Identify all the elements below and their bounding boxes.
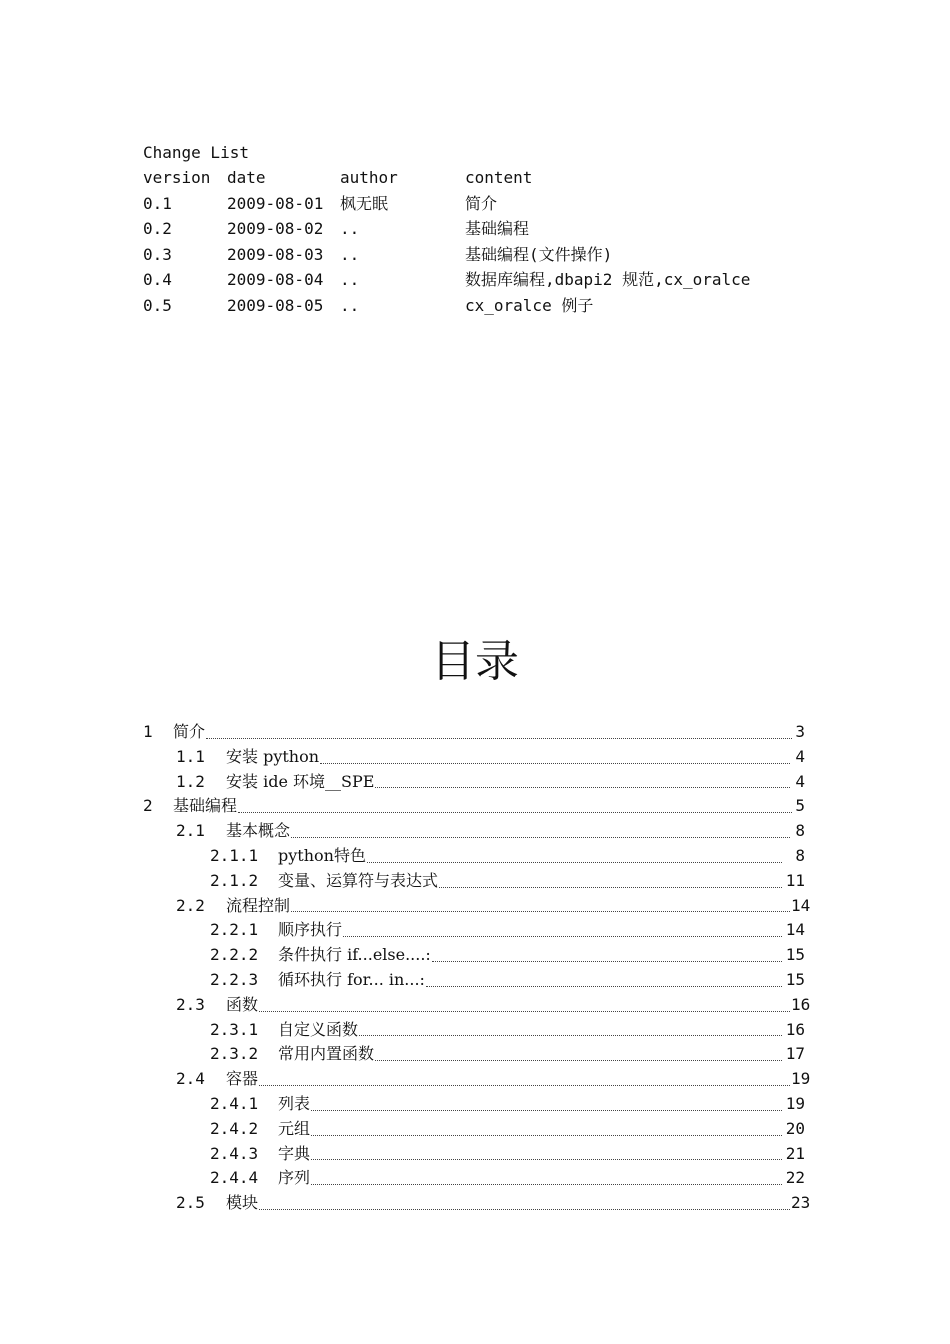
toc-entry-label: 函数 — [226, 994, 259, 1014]
toc-dot-leader — [343, 936, 782, 937]
content-cell: 基础编程(文件操作) — [465, 244, 613, 264]
date-cell: 2009-08-05 — [227, 295, 324, 315]
toc-entry-number: 2.3.2 — [210, 1044, 259, 1064]
header-date: date — [227, 168, 266, 187]
toc-entry[interactable] — [0, 943, 950, 968]
date-cell: 2009-08-01 — [227, 193, 324, 213]
change-list-row — [143, 191, 865, 217]
change-list-row — [143, 216, 865, 242]
toc-entry[interactable] — [0, 720, 950, 745]
toc-dot-leader — [206, 738, 792, 739]
author-cell: .. — [340, 244, 360, 264]
toc-dot-leader — [259, 1011, 790, 1012]
toc-entry-label: 安装 python — [226, 746, 320, 766]
toc-entry-number: 2.1.2 — [210, 870, 259, 890]
toc-entry-number: 2.2.1 — [210, 920, 259, 940]
toc-entry[interactable] — [0, 1191, 950, 1216]
toc-entry-number: 2.4.3 — [210, 1143, 259, 1163]
toc-entry-label: 变量、运算符与表达式 — [278, 870, 439, 890]
toc-entry[interactable] — [0, 869, 950, 894]
header-author: author — [340, 168, 398, 187]
toc-entry-page: 15 — [785, 945, 805, 965]
change-list — [143, 140, 865, 318]
toc-entry-label: 循环执行 for... in...: — [278, 969, 425, 989]
toc-entry[interactable] — [0, 1117, 950, 1142]
toc-entry-number: 2.4.1 — [210, 1093, 259, 1113]
toc-entry[interactable] — [0, 844, 950, 869]
toc-entry-number: 2.4.4 — [210, 1168, 259, 1188]
content-cell: 基础编程 — [465, 219, 530, 238]
toc-dot-leader — [375, 1060, 782, 1061]
toc-entry[interactable] — [0, 1042, 950, 1067]
toc-entry[interactable] — [0, 918, 950, 943]
version-cell: 0.4 — [143, 270, 172, 289]
toc-entry-label: 自定义函数 — [278, 1019, 359, 1039]
toc-entry-page: 19 — [791, 1069, 811, 1089]
toc-entry[interactable] — [0, 1018, 950, 1043]
toc-entry-page: 11 — [785, 870, 805, 890]
toc-entry-number: 1.1 — [176, 746, 205, 766]
toc-entry-page: 4 — [795, 746, 805, 766]
header-content: content — [465, 168, 533, 187]
toc-entry-label: 字典 — [278, 1143, 311, 1163]
toc-entry-page: 4 — [795, 771, 805, 791]
toc-entry-label: 简介 — [173, 722, 206, 741]
toc-entry-label: python特色 — [278, 845, 366, 865]
toc-entry-number: 2.3.1 — [210, 1019, 259, 1039]
date-cell: 2009-08-02 — [227, 219, 324, 238]
toc-entry-label: 条件执行 if...else....: — [278, 945, 431, 965]
header-version: version — [143, 168, 211, 187]
toc-entry-number: 2.4 — [176, 1069, 205, 1089]
change-list-title: Change List — [143, 143, 249, 162]
toc-entry-page: 23 — [791, 1193, 811, 1213]
toc-dot-leader — [238, 812, 792, 813]
toc-dot-leader — [432, 961, 782, 962]
change-list-row — [143, 293, 865, 319]
toc-entry-number: 2 — [143, 796, 153, 816]
toc-dot-leader — [311, 1184, 782, 1185]
version-cell: 0.3 — [143, 244, 172, 264]
version-cell: 0.2 — [143, 219, 172, 238]
toc-dot-leader — [291, 837, 790, 838]
toc-entry-page: 19 — [785, 1093, 805, 1113]
author-cell: .. — [340, 295, 360, 315]
toc-entry[interactable] — [0, 794, 950, 819]
content-cell: 数据库编程,dbapi2 规范,cx_oralce — [465, 270, 751, 289]
toc-dot-leader — [259, 1209, 790, 1210]
toc-entry-label: 序列 — [278, 1168, 311, 1188]
content-cell: 简介 — [465, 193, 498, 213]
toc-dot-leader — [311, 1110, 782, 1111]
toc-entry-number: 2.5 — [176, 1193, 205, 1213]
toc-dot-leader — [439, 887, 782, 888]
toc-entry-page: 21 — [785, 1143, 805, 1163]
toc-entry-label: 容器 — [226, 1069, 259, 1089]
toc-entry[interactable] — [0, 770, 950, 795]
toc-entry[interactable] — [0, 1067, 950, 1092]
change-list-row — [143, 242, 865, 268]
toc-dot-leader — [259, 1085, 790, 1086]
toc-entry[interactable] — [0, 1166, 950, 1191]
toc-entry-label: 基础编程 — [173, 796, 238, 816]
toc-dot-leader — [359, 1035, 782, 1036]
toc-entry-page: 8 — [795, 821, 805, 841]
content-cell: cx_oralce 例子 — [465, 295, 594, 315]
version-cell: 0.1 — [143, 193, 172, 213]
toc-entry-label: 模块 — [226, 1193, 259, 1213]
change-list-body — [143, 191, 865, 319]
toc-entry-number: 1 — [143, 722, 153, 741]
toc-entry-page: 8 — [795, 845, 805, 865]
toc-entry[interactable] — [0, 993, 950, 1018]
toc-entry[interactable] — [0, 1142, 950, 1167]
toc-entry-page: 3 — [795, 722, 805, 741]
toc-entry-label: 顺序执行 — [278, 920, 343, 940]
toc-dot-leader — [320, 763, 790, 764]
toc-entry-label: 基本概念 — [226, 821, 291, 841]
date-cell: 2009-08-03 — [227, 244, 324, 264]
toc-entry-number: 2.2 — [176, 895, 205, 915]
toc-dot-leader — [311, 1135, 782, 1136]
toc-entry-number: 1.2 — [176, 771, 205, 791]
toc-entry-number: 2.2.2 — [210, 945, 259, 965]
toc-dot-leader — [291, 911, 790, 912]
toc-entry-page: 20 — [785, 1118, 805, 1138]
toc-entry-label: 常用内置函数 — [278, 1044, 375, 1064]
toc-entry[interactable] — [0, 819, 950, 844]
toc-entry-number: 2.1 — [176, 821, 205, 841]
toc-entry[interactable] — [0, 745, 950, 770]
toc-entry-number: 2.1.1 — [210, 845, 259, 865]
toc-entry-number: 2.4.2 — [210, 1118, 259, 1138]
toc-dot-leader — [311, 1159, 782, 1160]
toc-entry-page: 5 — [795, 796, 805, 816]
toc-entry[interactable] — [0, 968, 950, 993]
toc-entry-number: 2.2.3 — [210, 969, 259, 989]
toc-entry-label: 流程控制 — [226, 895, 291, 915]
toc-entry-label: 列表 — [278, 1093, 311, 1113]
toc-entry-page: 16 — [791, 994, 811, 1014]
author-cell: .. — [340, 270, 360, 289]
author-cell: 枫无眠 — [340, 193, 389, 213]
author-cell: .. — [340, 219, 360, 238]
toc-entry[interactable] — [0, 1092, 950, 1117]
change-list-header — [143, 165, 865, 191]
toc-entry-page: 16 — [785, 1019, 805, 1039]
toc-dot-leader — [367, 862, 782, 863]
toc-entry-page: 14 — [791, 895, 811, 915]
date-cell: 2009-08-04 — [227, 270, 324, 289]
toc-entry-page: 15 — [785, 969, 805, 989]
toc-entry-page: 22 — [785, 1168, 805, 1188]
toc-dot-leader — [426, 986, 782, 987]
toc-entry[interactable] — [0, 894, 950, 919]
toc-entry-page: 14 — [785, 920, 805, 940]
table-of-contents — [0, 720, 950, 1216]
toc-entry-page: 17 — [785, 1044, 805, 1064]
toc-dot-leader — [375, 787, 790, 788]
version-cell: 0.5 — [143, 295, 172, 315]
toc-entry-number: 2.3 — [176, 994, 205, 1014]
toc-entry-label: 安装 ide 环境__SPE — [226, 771, 375, 791]
change-list-row — [143, 267, 865, 293]
toc-entry-label: 元组 — [278, 1118, 311, 1138]
toc-title: 目录 — [431, 636, 519, 687]
